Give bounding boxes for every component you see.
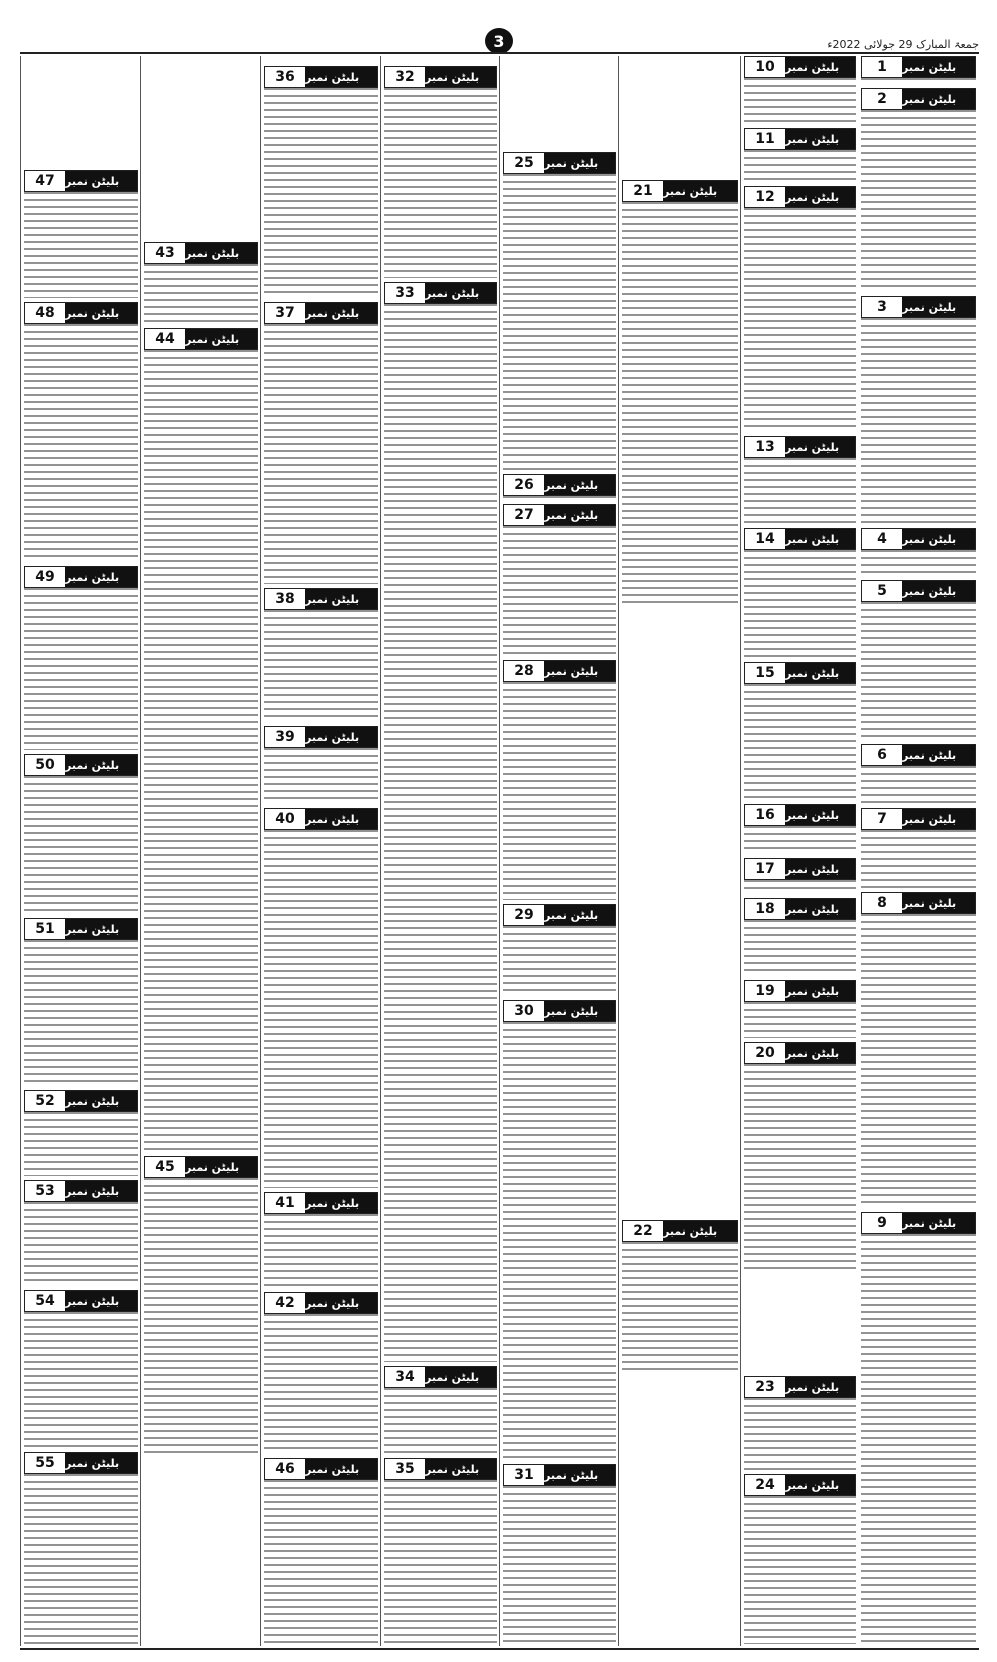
bulletin-label: بلیٹن نمبر	[65, 1091, 137, 1111]
bulletin-header	[264, 808, 378, 830]
bulletin-header	[24, 302, 138, 324]
bulletin-body-text	[744, 1002, 856, 1038]
bulletin-header	[861, 296, 976, 318]
bulletin-header	[144, 242, 258, 264]
bulletin-body-text	[861, 914, 976, 1208]
bulletin-label: بلیٹن نمبر	[65, 1453, 137, 1473]
bulletin-25	[503, 152, 616, 470]
bulletin-label: بلیٹن نمبر	[65, 303, 137, 323]
bulletin-40	[264, 808, 378, 1188]
bulletin-body-text	[24, 1202, 138, 1286]
bulletin-header	[503, 1464, 616, 1486]
bulletin-header	[744, 858, 856, 880]
bulletin-number: 31	[504, 1465, 544, 1485]
bulletin-header	[622, 1220, 738, 1242]
bulletin-30	[503, 1000, 616, 1460]
bulletin-49	[24, 566, 138, 750]
bulletin-body-text	[503, 926, 616, 996]
bulletin-body-text	[744, 920, 856, 976]
bulletin-label: بلیٹن نمبر	[902, 745, 975, 765]
news-column-2	[740, 56, 859, 1646]
bulletin-35	[384, 1458, 497, 1644]
bulletin-number: 49	[25, 567, 65, 587]
bulletin-31	[503, 1464, 616, 1644]
bulletin-number: 33	[385, 283, 425, 303]
bulletin-14	[744, 528, 856, 658]
bulletin-header	[744, 1042, 856, 1064]
bulletin-header	[861, 808, 976, 830]
news-column-6	[260, 56, 381, 1646]
bulletin-number: 48	[25, 303, 65, 323]
bulletin-header	[264, 1458, 378, 1480]
bulletin-body-text	[384, 1480, 497, 1644]
bulletin-number: 18	[745, 899, 785, 919]
bulletin-17	[744, 858, 856, 894]
bulletin-body-text	[384, 88, 497, 278]
bulletin-number: 43	[145, 243, 185, 263]
bulletin-body-text	[264, 1214, 378, 1288]
bulletin-label: بلیٹن نمبر	[544, 475, 615, 495]
bulletin-body-text	[24, 1312, 138, 1448]
bulletin-label: بلیٹن نمبر	[785, 529, 855, 549]
bulletin-number: 3	[862, 297, 902, 317]
bulletin-label: بلیٹن نمبر	[902, 529, 975, 549]
bulletin-header	[24, 170, 138, 192]
bulletin-body-text	[744, 684, 856, 800]
bulletin-header	[24, 1090, 138, 1112]
bulletin-header	[24, 918, 138, 940]
bulletin-23	[744, 1376, 856, 1470]
bulletin-45	[144, 1156, 258, 1454]
bulletin-label: بلیٹن نمبر	[785, 805, 855, 825]
bulletin-label: بلیٹن نمبر	[785, 129, 855, 149]
bulletin-label: بلیٹن نمبر	[785, 57, 855, 77]
bulletin-label: بلیٹن نمبر	[663, 1221, 737, 1241]
bulletin-header	[744, 980, 856, 1002]
bulletin-body-text	[861, 830, 976, 888]
bulletin-label: بلیٹن نمبر	[544, 1001, 615, 1021]
bulletin-body-text	[24, 1474, 138, 1644]
bulletin-number: 34	[385, 1367, 425, 1387]
bulletin-body-text	[744, 458, 856, 524]
bulletin-label: بلیٹن نمبر	[902, 809, 975, 829]
bulletin-header	[24, 1180, 138, 1202]
bulletin-header	[744, 804, 856, 826]
bulletin-header	[861, 580, 976, 602]
bulletin-header	[144, 1156, 258, 1178]
bulletin-number: 53	[25, 1181, 65, 1201]
bulletin-header	[24, 1452, 138, 1474]
bulletin-number: 19	[745, 981, 785, 1001]
bulletin-body-text	[744, 208, 856, 432]
bulletin-body-text	[503, 682, 616, 900]
bulletin-label: بلیٹن نمبر	[544, 905, 615, 925]
bulletin-body-text	[24, 1112, 138, 1176]
bulletin-number: 25	[504, 153, 544, 173]
bulletin-label: بلیٹن نمبر	[544, 1465, 615, 1485]
bulletin-46	[264, 1458, 378, 1644]
bulletin-number: 2	[862, 89, 902, 109]
bulletin-label: بلیٹن نمبر	[785, 981, 855, 1001]
bulletin-header	[861, 744, 976, 766]
bulletin-label: بلیٹن نمبر	[544, 661, 615, 681]
bulletin-number: 50	[25, 755, 65, 775]
bulletin-number: 15	[745, 663, 785, 683]
bulletin-37	[264, 302, 378, 584]
bulletin-label: بلیٹن نمبر	[65, 1181, 137, 1201]
bulletin-label: بلیٹن نمبر	[305, 589, 377, 609]
bulletin-27	[503, 504, 616, 656]
bulletin-label: بلیٹن نمبر	[65, 567, 137, 587]
bulletin-47	[24, 170, 138, 298]
bulletin-body-text	[744, 1064, 856, 1272]
bulletin-53	[24, 1180, 138, 1286]
bulletin-header	[144, 328, 258, 350]
bulletin-4	[861, 528, 976, 576]
bulletin-1	[861, 56, 976, 84]
bulletin-number: 9	[862, 1213, 902, 1233]
bulletin-header	[503, 474, 616, 496]
news-column-8	[20, 56, 141, 1646]
bulletin-number: 39	[265, 727, 305, 747]
bulletin-label: بلیٹن نمبر	[785, 663, 855, 683]
bulletin-number: 40	[265, 809, 305, 829]
bulletin-body-text	[144, 1178, 258, 1454]
bulletin-22	[622, 1220, 738, 1372]
bulletin-number: 45	[145, 1157, 185, 1177]
bulletin-number: 24	[745, 1475, 785, 1495]
page-header	[0, 0, 997, 52]
bulletin-42	[264, 1292, 378, 1454]
news-column-1	[858, 56, 979, 1646]
bulletin-body-text	[264, 1480, 378, 1644]
bulletin-body-text	[744, 1496, 856, 1644]
bulletin-label: بلیٹن نمبر	[305, 303, 377, 323]
bulletin-label: بلیٹن نمبر	[785, 437, 855, 457]
bulletin-number: 4	[862, 529, 902, 549]
bulletin-label: بلیٹن نمبر	[425, 1459, 496, 1479]
footer-rule	[20, 1648, 979, 1650]
bulletin-body-text	[144, 264, 258, 324]
bulletin-header	[744, 128, 856, 150]
bulletin-body-text	[622, 202, 738, 604]
bulletin-label: بلیٹن نمبر	[544, 153, 615, 173]
bulletin-number: 52	[25, 1091, 65, 1111]
bulletin-body-text	[24, 940, 138, 1086]
bulletin-number: 51	[25, 919, 65, 939]
bulletin-number: 8	[862, 893, 902, 913]
bulletin-header	[744, 898, 856, 920]
bulletin-13	[744, 436, 856, 524]
bulletin-body-text	[264, 748, 378, 804]
bulletin-3	[861, 296, 976, 524]
bulletin-label: بلیٹن نمبر	[65, 755, 137, 775]
bulletin-34	[384, 1366, 497, 1454]
bulletin-label: بلیٹن نمبر	[425, 67, 496, 87]
bulletin-5	[861, 580, 976, 740]
bulletin-body-text	[24, 324, 138, 562]
bulletin-32	[384, 66, 497, 278]
bulletin-number: 41	[265, 1193, 305, 1213]
bulletin-number: 23	[745, 1377, 785, 1397]
bulletin-label: بلیٹن نمبر	[902, 1213, 975, 1233]
bulletin-number: 12	[745, 187, 785, 207]
bulletin-body-text	[744, 826, 856, 854]
bulletin-header	[384, 66, 497, 88]
bulletin-number: 14	[745, 529, 785, 549]
bulletin-label: بلیٹن نمبر	[305, 809, 377, 829]
bulletin-header	[24, 566, 138, 588]
bulletin-number: 6	[862, 745, 902, 765]
bulletin-41	[264, 1192, 378, 1288]
bulletin-number: 17	[745, 859, 785, 879]
bulletin-8	[861, 892, 976, 1208]
bulletin-label: بلیٹن نمبر	[425, 1367, 496, 1387]
news-column-5	[380, 56, 500, 1646]
bulletin-body-text	[264, 1314, 378, 1454]
bulletin-44	[144, 328, 258, 1152]
bulletin-body-text	[264, 610, 378, 722]
bulletin-number: 30	[504, 1001, 544, 1021]
bulletin-number: 54	[25, 1291, 65, 1311]
bulletin-label: بلیٹن نمبر	[185, 243, 257, 263]
bulletin-body-text	[503, 174, 616, 470]
bulletin-label: بلیٹن نمبر	[785, 859, 855, 879]
bulletin-body-text	[861, 1234, 976, 1644]
bulletin-header	[384, 1458, 497, 1480]
bulletin-body-text	[264, 830, 378, 1188]
header-date: جمعۃ المبارک 29 جولائی 2022ء	[827, 38, 979, 51]
bulletin-header	[264, 1292, 378, 1314]
bulletin-header	[264, 66, 378, 88]
bulletin-label: بلیٹن نمبر	[902, 297, 975, 317]
bulletin-body-text	[24, 776, 138, 914]
bulletin-10	[744, 56, 856, 124]
bulletin-number: 20	[745, 1043, 785, 1063]
bulletin-header	[24, 1290, 138, 1312]
bulletin-number: 36	[265, 67, 305, 87]
bulletin-header	[744, 56, 856, 78]
news-column-7	[140, 56, 261, 1646]
bulletin-6	[861, 744, 976, 804]
bulletin-number: 32	[385, 67, 425, 87]
bulletin-body-text	[384, 304, 497, 1362]
bulletin-header	[384, 282, 497, 304]
bulletin-48	[24, 302, 138, 562]
bulletin-header	[744, 1376, 856, 1398]
bulletin-body-text	[24, 588, 138, 750]
bulletin-number: 37	[265, 303, 305, 323]
bulletin-number: 35	[385, 1459, 425, 1479]
bulletin-label: بلیٹن نمبر	[185, 1157, 257, 1177]
bulletin-header	[384, 1366, 497, 1388]
bulletin-header	[264, 1192, 378, 1214]
bulletin-label: بلیٹن نمبر	[305, 1459, 377, 1479]
bulletin-9	[861, 1212, 976, 1644]
bulletin-26	[503, 474, 616, 500]
bulletin-number: 22	[623, 1221, 663, 1241]
bulletin-header	[264, 726, 378, 748]
bulletin-number: 27	[504, 505, 544, 525]
bulletin-body-text	[264, 324, 378, 584]
bulletin-18	[744, 898, 856, 976]
bulletin-label: بلیٹن نمبر	[65, 1291, 137, 1311]
bulletin-number: 38	[265, 589, 305, 609]
bulletin-header	[744, 436, 856, 458]
bulletin-body-text	[861, 602, 976, 740]
bulletin-body-text	[744, 78, 856, 124]
bulletin-label: بلیٹن نمبر	[785, 187, 855, 207]
bulletin-54	[24, 1290, 138, 1448]
bulletin-body-text	[24, 192, 138, 298]
bulletin-number: 1	[862, 57, 902, 77]
bulletin-12	[744, 186, 856, 432]
bulletin-number: 55	[25, 1453, 65, 1473]
bulletin-label: بلیٹن نمبر	[902, 89, 975, 109]
bulletin-body-text	[622, 1242, 738, 1372]
bulletin-header	[503, 504, 616, 526]
bulletin-number: 47	[25, 171, 65, 191]
bulletin-header	[861, 528, 976, 550]
bulletin-header	[744, 528, 856, 550]
bulletin-16	[744, 804, 856, 854]
bulletin-number: 7	[862, 809, 902, 829]
bulletin-body-text	[503, 496, 616, 500]
bulletin-label: بلیٹن نمبر	[305, 67, 377, 87]
bulletin-label: بلیٹن نمبر	[65, 919, 137, 939]
bulletin-header	[861, 892, 976, 914]
bulletin-header	[264, 302, 378, 324]
bulletin-24	[744, 1474, 856, 1644]
bulletin-label: بلیٹن نمبر	[544, 505, 615, 525]
bulletin-body-text	[744, 880, 856, 894]
bulletin-label: بلیٹن نمبر	[902, 893, 975, 913]
bulletin-header	[744, 662, 856, 684]
bulletin-header	[503, 660, 616, 682]
bulletin-label: بلیٹن نمبر	[785, 899, 855, 919]
bulletin-body-text	[503, 1486, 616, 1644]
bulletin-33	[384, 282, 497, 1362]
bulletin-36	[264, 66, 378, 298]
bulletin-label: بلیٹن نمبر	[785, 1043, 855, 1063]
bulletin-29	[503, 904, 616, 996]
bulletin-number: 13	[745, 437, 785, 457]
bulletin-columns	[20, 56, 979, 1646]
bulletin-body-text	[861, 766, 976, 804]
bulletin-11	[744, 128, 856, 182]
bulletin-header	[24, 754, 138, 776]
bulletin-label: بلیٹن نمبر	[785, 1377, 855, 1397]
bulletin-number: 10	[745, 57, 785, 77]
bulletin-7	[861, 808, 976, 888]
news-column-3	[618, 56, 741, 1646]
bulletin-body-text	[384, 1388, 497, 1454]
bulletin-number: 11	[745, 129, 785, 149]
bulletin-body-text	[861, 110, 976, 292]
bulletin-number: 16	[745, 805, 785, 825]
bulletin-label: بلیٹن نمبر	[65, 171, 137, 191]
bulletin-label: بلیٹن نمبر	[785, 1475, 855, 1495]
bulletin-number: 26	[504, 475, 544, 495]
bulletin-number: 28	[504, 661, 544, 681]
bulletin-51	[24, 918, 138, 1086]
bulletin-number: 46	[265, 1459, 305, 1479]
bulletin-label: بلیٹن نمبر	[305, 727, 377, 747]
bulletin-20	[744, 1042, 856, 1272]
bulletin-38	[264, 588, 378, 722]
bulletin-header	[861, 1212, 976, 1234]
bulletin-body-text	[144, 350, 258, 1152]
bulletin-body-text	[744, 150, 856, 182]
bulletin-body-text	[503, 526, 616, 656]
bulletin-header	[622, 180, 738, 202]
bulletin-52	[24, 1090, 138, 1176]
bulletin-number: 5	[862, 581, 902, 601]
bulletin-body-text	[861, 318, 976, 524]
bulletin-label: بلیٹن نمبر	[902, 581, 975, 601]
bulletin-header	[861, 56, 976, 78]
bulletin-label: بلیٹن نمبر	[185, 329, 257, 349]
bulletin-number: 21	[623, 181, 663, 201]
bulletin-header	[264, 588, 378, 610]
bulletin-number: 42	[265, 1293, 305, 1313]
bulletin-body-text	[503, 1022, 616, 1460]
bulletin-header	[503, 152, 616, 174]
bulletin-28	[503, 660, 616, 900]
bulletin-body-text	[861, 78, 976, 84]
bulletin-39	[264, 726, 378, 804]
page-number: 3	[485, 28, 513, 54]
bulletin-50	[24, 754, 138, 914]
bulletin-label: بلیٹن نمبر	[305, 1193, 377, 1213]
bulletin-label: بلیٹن نمبر	[902, 57, 975, 77]
bulletin-55	[24, 1452, 138, 1644]
bulletin-header	[744, 186, 856, 208]
bulletin-label: بلیٹن نمبر	[663, 181, 737, 201]
bulletin-43	[144, 242, 258, 324]
bulletin-body-text	[744, 1398, 856, 1470]
bulletin-19	[744, 980, 856, 1038]
bulletin-2	[861, 88, 976, 292]
bulletin-number: 44	[145, 329, 185, 349]
bulletin-body-text	[744, 550, 856, 658]
bulletin-21	[622, 180, 738, 604]
news-column-4	[499, 56, 619, 1646]
bulletin-body-text	[264, 88, 378, 298]
bulletin-header	[861, 88, 976, 110]
bulletin-header	[744, 1474, 856, 1496]
bulletin-header	[503, 904, 616, 926]
header-rule	[20, 52, 979, 54]
bulletin-label: بلیٹن نمبر	[425, 283, 496, 303]
bulletin-header	[503, 1000, 616, 1022]
bulletin-body-text	[861, 550, 976, 576]
bulletin-label: بلیٹن نمبر	[305, 1293, 377, 1313]
bulletin-number: 29	[504, 905, 544, 925]
bulletin-15	[744, 662, 856, 800]
